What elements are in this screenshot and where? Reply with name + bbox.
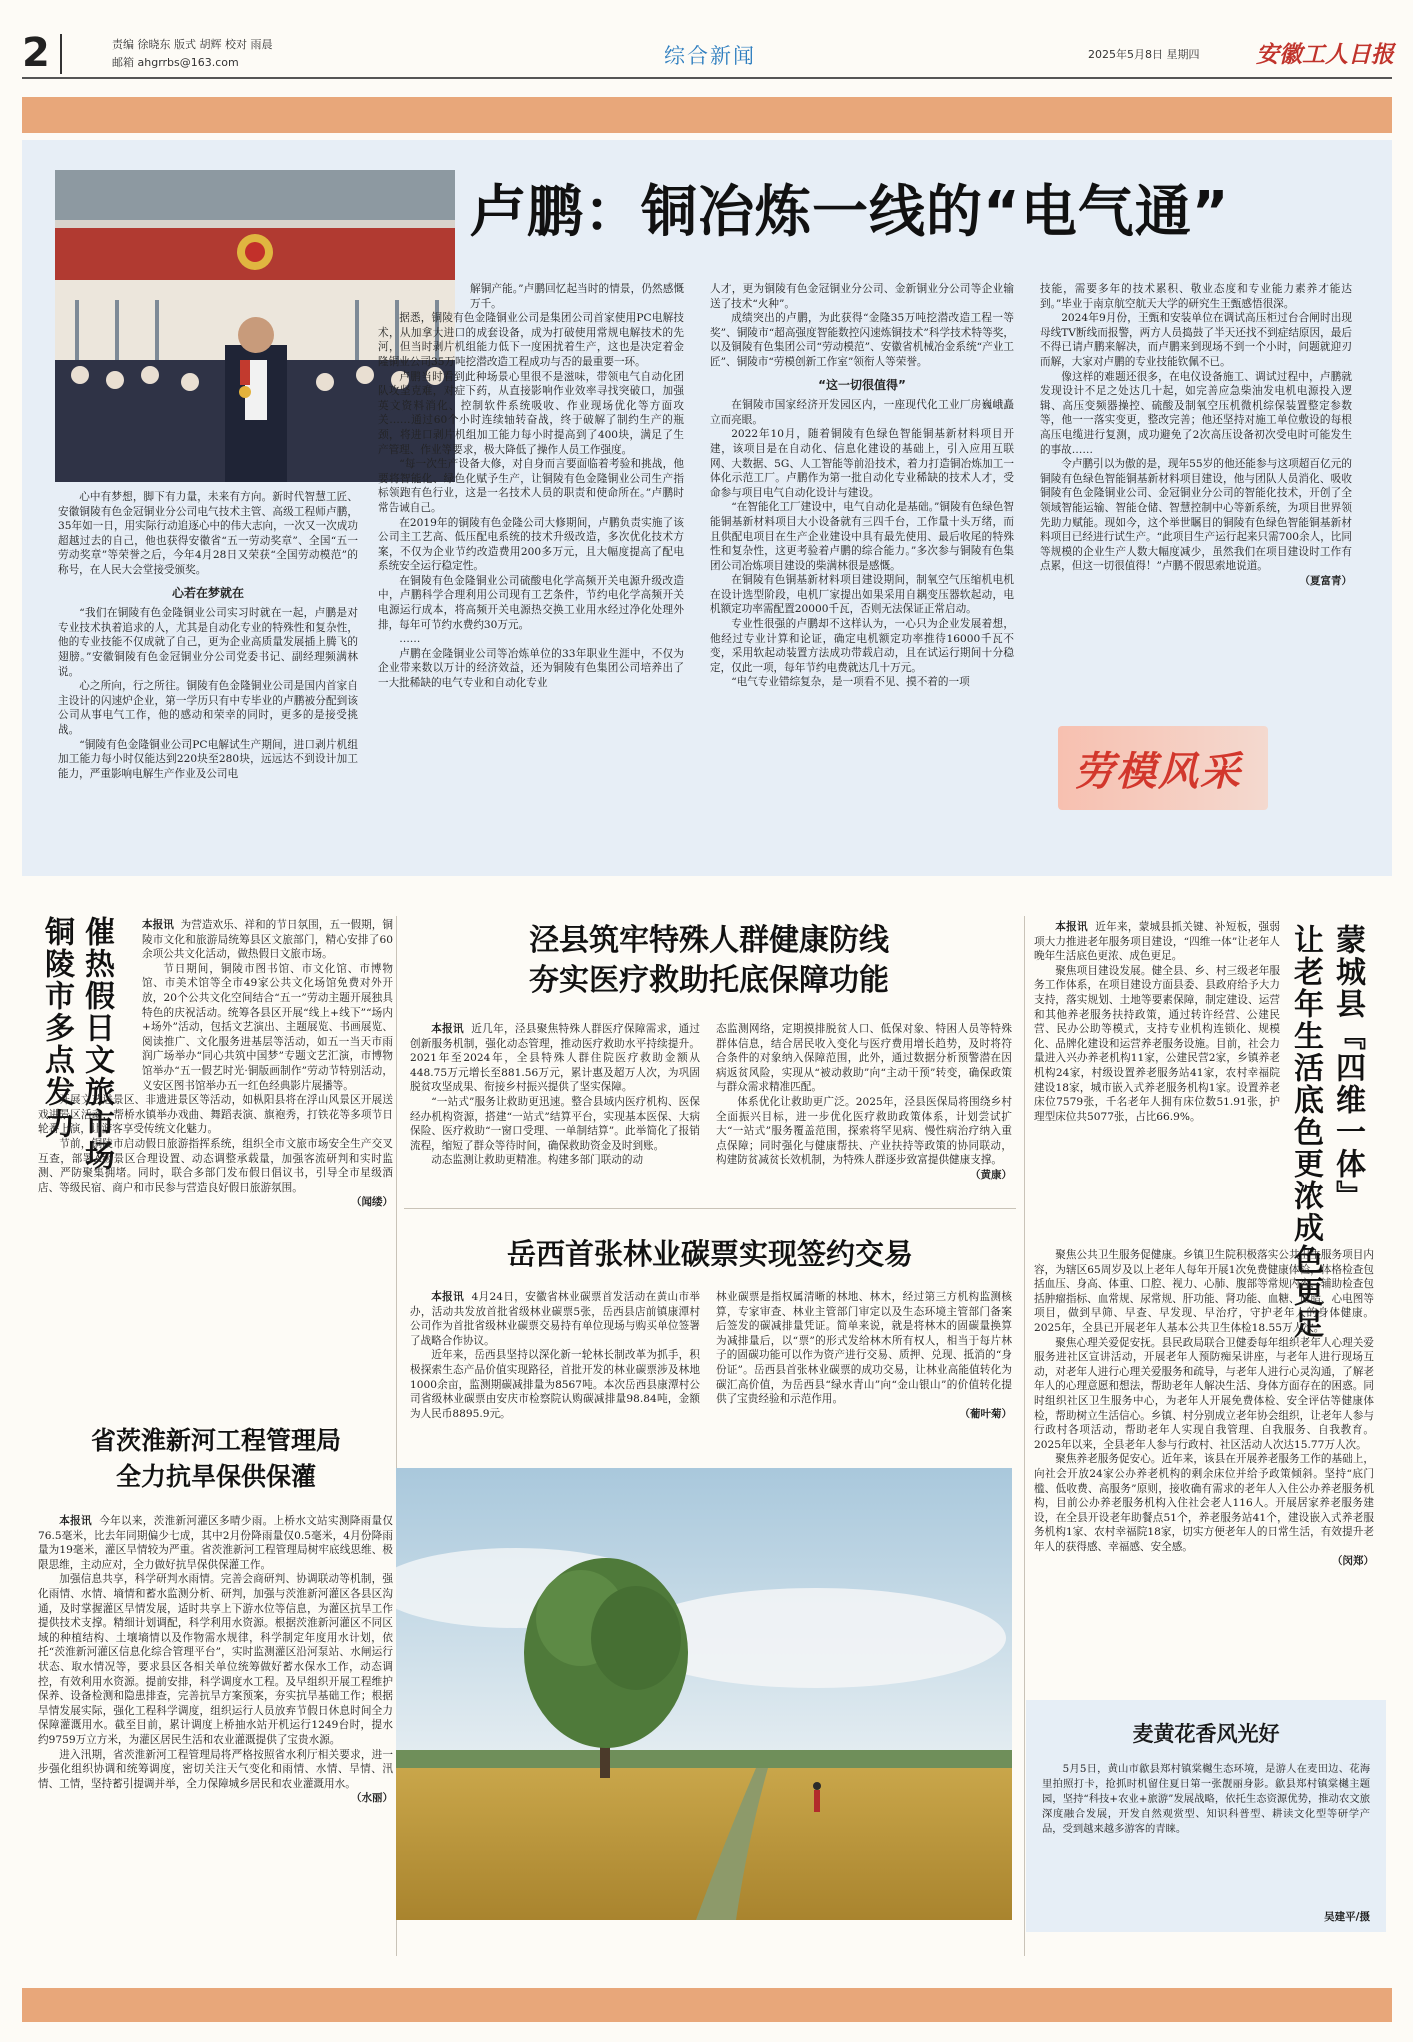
- jingxian-para: “一站式”服务让救助更迅速。整合县域内医疗机构、医保经办机构资源，搭建“一站式”结算平台，实现基本医保、大病保险、医疗救助“一窗口受理、一单制结算”。此举简化了报销流程，缩短了群众等待时间，确保救助资金及时到账。: [410, 1095, 700, 1152]
- wheat-field-photo-art: [396, 1468, 1012, 1920]
- yuexi-para: 4月24日，安徽省林业碳票首发活动在黄山市举办，活动共发放首批省级林业碳票5张，岳西县店前镇康潭村公司作为首批省级林业碳票交易持有单位现场与购买单位签署了战略合作协议。: [410, 1291, 700, 1347]
- feature-col4-para: 2024年9月份，王甄和安装单位在调试高压柜过台合闸时出现母线TV断线而报警，两方人员捣鼓了半天还找不到症结原因，最后不得已请卢鹏来解决，而卢鹏来到现场不到一个小时，问题就迎刃而解，大家对卢鹏的专业技能钦佩不已。: [1040, 312, 1352, 368]
- feature-col2-para: 据悉，铜陵有色金隆铜业公司是集团公司首家使用PC电解技术，从加拿大进口的成套设备，成为打破使用常规电解技术的先河，但当时剥片机组能力低下一度困扰着生产，这也是决定着金隆铜业公司35万吨挖潜改造工程成功与否的最重要一环。: [378, 312, 684, 368]
- page-number: 2: [22, 30, 50, 76]
- tongling-title-line-1: 催热假日文旅市场: [79, 916, 114, 1172]
- feature-col2-para: ……: [399, 633, 421, 646]
- mengcheng-body: [1034, 920, 1280, 1124]
- feature-col2-para: 在2019年的铜陵有色金隆公司大修期间，卢鹏负责实施了该公司主工艺高、低压配电系统的技术升级改造，多次优化技术方案，不仅为企业节约改造费用200多万元，且大幅度提高了配电系统安全运行稳定性。: [378, 516, 684, 573]
- masthead: [0, 0, 1413, 80]
- feature-col4-para: 像这样的难题还很多，在电仪设备施工、调试过程中，卢鹏就发现设计不足之处达几十起，如完善应急柴油发电机电源投入逻辑、高压变频器操控、硫酸及制氧空压机微机综保装置整定参数等，他一一落实变更，整改完善；他还坚持对施工单位敷设的每根高压电缆进行复测，成功避免了2次高压设备初次受电时可能发生的事故……: [1040, 370, 1352, 456]
- cihuai-author: （水丽）: [351, 1792, 393, 1805]
- feature-col2-para: 在铜陵有色金隆铜业公司硫酸电化学高频开关电源升级改造中，卢鹏科学合理利用公司现有工艺条件，节约电化学高频开关电源运行成本，将高频开关电源热交换工业用水经过净化处理外排，每年可节约水费约30万元。: [378, 574, 684, 631]
- jingxian-para: 近几年，泾县聚焦特殊人群医疗保障需求，通过创新服务机制，强化动态管理，推动医疗救助水平持续提升。2021年至2024年，全县特殊人群住院医疗救助金额从448.75万元增长至881.56万元，累计惠及超万人次，为巩固脱贫攻坚成果、衔接乡村振兴提供了坚实保障。: [410, 1023, 700, 1094]
- feature-col4-para: 技能，需要多年的技术累积、敬业态度和专业能力素养才能达到。”毕业于南京航空航天大学的研究生王甄感悟很深。: [1040, 283, 1352, 310]
- feature-column-3: [710, 282, 1014, 690]
- tongling-para: 节前，铜陵市启动假日旅游指挥系统，组织全市文旅市场安全生产交叉互查，部署A级景区合理设置、动态调整承载量，加强客流研判和实时监测、严防聚集拥堵。同时，联合多部门发布假日倡议书，引导全市星级酒店、等级民宿、商户和市民参与营造良好假日旅游氛围。: [38, 1137, 393, 1194]
- mengcheng-para: 聚焦项目建设发展。健全县、乡、村三级老年服务工作体系，在项目建设方面县委、县政府给予大力支持，落实规划、土地等要素保障，制定建设、运营和其他养老服务扶持政策，通过转许经营、公建民营、民办公助等模式，支持专业机构连锁化、规模化、品牌化建设和运营养老服务设施。目前，社会力量进入兴办养老机构11家，公建民营2家，乡镇养老机构24家，村级设置养老服务站41家，农村幸福院建设18家，城市嵌入式养老服务机构1家。设置养老床位7579张，千名老年人拥有床位数51.91张，护理型床位共5077张，占比66.9%。: [1034, 964, 1280, 1123]
- feature-column-1: [58, 490, 358, 781]
- mengcheng-lead: 本报讯: [1055, 921, 1088, 933]
- photo-story-credit: 吴建平/摄: [1324, 1911, 1370, 1923]
- jingxian-title-line-2: 夯实医疗救助托底保障功能: [529, 963, 889, 998]
- jingxian-para: 动态监测让救助更精准。构建多部门联动的动: [431, 1154, 644, 1167]
- bottom-accent-bar: [22, 1988, 1392, 2022]
- feature-col3-para: “电气专业错综复杂，是一项看不见、摸不着的一项: [731, 676, 970, 689]
- mengcheng-para: 聚焦养老服务促安心。近年来，该县在开展养老服务工作的基础上，向社会开放24家公办养老机构的剩余床位并给予政策倾斜。坚持“底门槛、低收费、高服务”原则，接收确有需求的老年人入住公办养老服务机构，目前公办养老服务机构入住社会老人116人。开展居家养老服务建设，在全县开设老年助餐点51个，养老服务站41个，建设嵌入式养老服务机构1家、农村幸福院18家，切实方便老年人的日常生活，有效提升老年人的获得感、幸福感、安全感。: [1034, 1453, 1374, 1553]
- yuexi-author: （葡叶菊）: [959, 1407, 1012, 1420]
- masthead-rule: [22, 77, 1392, 79]
- yuexi-col-2: [716, 1290, 1012, 1421]
- tongling-author: （闻缕）: [351, 1196, 393, 1209]
- tongling-title-line-2: 铜陵市多点发力: [39, 916, 74, 1140]
- mengcheng-body-cont: [1034, 1248, 1374, 1569]
- tongling-body: [38, 918, 393, 1210]
- yuexi-title: 岳西首张林业碳票实现签约交易: [506, 1237, 913, 1271]
- model-worker-badge-text: 劳模风采: [1074, 748, 1242, 795]
- feature-column-2: [378, 282, 684, 691]
- cihuai-body: [38, 1514, 393, 1806]
- yuexi-para: 近年来，岳西县坚持以深化新一轮林长制改革为抓手，积极探索生态产品价值实现路径，首批开发的林业碳票涉及林地1000余亩，监测期碳减排量为8567吨。本次岳西县康潭村公司省级林业碳票由安庆市检察院认购碳减排量98.84吨，金额为人民币8895.9元。: [410, 1349, 700, 1420]
- tongling-lead: 本报讯: [142, 919, 174, 931]
- feature-col3-para: 2022年10月，随着铜陵有色绿色智能铜基新材料项目开建，该项目是在自动化、信息化建设的基础上，引入应用互联网、大数据、5G、人工智能等前沿技术，着力打造铜冶炼加工一体化示范工厂。卢鹏作为第一批自动化专业稀缺的技术人才，受命参与项目电气自动化设计与建设。: [710, 428, 1014, 499]
- cihuai-para: 进入汛期，省茨淮新河工程管理局将严格按照省水利厅相关要求，进一步强化组织协调和统筹调度，密切关注天气变化和雨情、水情、旱情、汛情、工情，坚持蓄引提调并举，全力保障城乡居民和农业灌溉用水。: [38, 1748, 393, 1790]
- feature-col3-para: 专业性很强的卢鹏却不这样认为，一心只为企业发展着想，他经过专业计算和论证，确定电机额定功率推待16000千瓦不变，采用软起动装置方法成功带载启动，且在试运行期间十分稳定，仅此一项，每年节约电费就达几十万元。: [710, 618, 1014, 674]
- tongling-para: 为营造欢乐、祥和的节日氛围，五一假期，铜陵市文化和旅游局统筹县区文旅部门，精心安排了60余项公共文化活动，做热假日文旅市场。: [142, 919, 393, 961]
- feature-col1-para: “我们在铜陵有色金隆铜业公司实习时就在一起，卢鹏是对专业技术执着追求的人，尤其是自动化专业的特殊性和复杂性，他的专业技能不仅成就了自己，更为企业高质量发展插上腾飞的翅膀。”安徽铜陵有色金冠铜业分公司党委书记、副经理频满林说。: [58, 607, 358, 678]
- section-title: 综合新闻: [664, 44, 756, 68]
- feature-col1-para: 心中有梦想，脚下有力量，未来有方向。新时代智慧工匠、安徽铜陵有色金冠铜业分公司电气技术主管、高级工程师卢鹏，35年如一日，用实际行动追逐心中的伟大志向，一次又一次成功超越过去的自己，他也获得安徽省“五一劳动奖章”、全国“五一劳动奖章”等荣誉之后，今年4月28日又荣获“全国劳动模范”的称号，在人民大会堂接受颁奖。: [58, 491, 358, 576]
- feature-column-4: [1040, 282, 1352, 588]
- feature-headline: 卢鹏：铜冶炼一线的“电气通”: [470, 180, 1230, 245]
- mengcheng-title-line-2: 让老年生活底色更浓成色更足: [1288, 924, 1323, 1340]
- cihuai-para: 加强信息共享，科学研判水雨情。完善会商研判、协调联动等机制，强化雨情、水情、墒情和蓄水监测分析、研判，加强与茨淮新河灌区各县区沟通，及时掌握灌区旱情发展，适时共享上下游水位等信息，为灌区抗旱工作提供技术支撑。精细计划调配，科学利用水资源。根据茨淮新河灌区不同区域的种植结构、土壤墒情以及作物需水规律，科学制定年度用水计划，依托“茨淮新河灌区信息化综合管理平台”，实时监测灌区沿河泵站、水闸运行状态、取水情况等，要求县区各相关单位统筹做好蓄水保水工作，动态调控，有效利用水资源。提前安排，科学调度水工程。及早组织开展工程维护保养、设备检测和隐患排查，完善抗旱方案预案，夯实抗旱基础工作；根据旱情发展实际，强化工程科学调度，组织运行人员放弃节假日休息时间全力保障灌溉用水。截至目前，累计调度上桥抽水站开机运行1249台时，提水约9759万立方米，为灌区居民生活和农业灌溉提供了宝贵水源。: [38, 1573, 393, 1746]
- feature-col3-para: 在铜陵有色铜基新材料项目建设期间，制氧空气压缩机电机在设计选型阶段，电机厂家提出如果采用自耦变压器软起动，电机额定功率需配置20000千瓦，否则无法保证正常启动。: [710, 574, 1014, 616]
- cihuai-para: 今年以来，茨淮新河灌区多晴少雨。上桥水文站实测降雨量仅76.5毫米，比去年同期偏少七成，其中2月份降雨量仅0.5毫米，4月份降雨量为19毫米，灌区旱情较为严重。省茨淮新河工程管理局树牢底线思维、极限思维，主动应对，全力做好抗旱保供保灌工作。: [38, 1515, 394, 1571]
- paper-name: 安徽工人日报: [1256, 41, 1394, 68]
- feature-author: （夏富青）: [1299, 574, 1352, 587]
- feature-subheading-1: 心若在梦就在: [171, 585, 244, 600]
- model-worker-badge: [1058, 726, 1268, 810]
- cihuai-title-line-2: 全力抗旱保供保灌: [115, 1462, 316, 1491]
- feature-col1-para: 心之所向，行之所往。铜陵有色金隆铜业公司是国内首家自主设计的闪速炉企业，第一学历只有中专毕业的卢鹏被分配到该公司从事电气工作，他的感动和荣幸的同时，更多的是接受挑战。: [58, 680, 358, 736]
- section-rule: [404, 1208, 1016, 1209]
- feature-col4-para: 令卢鹏引以为傲的是，现年55岁的他还能参与这项超百亿元的铜陵有色绿色智能铜基新材料项目建设，他与团队人员消化、吸收铜陵有色金隆铜业公司、金冠铜业分公司的智能化技术，开创了全领域智能运输、智能仓储、智慧控制中心等新系统，为项目世界领先助力赋能。现如今，这个举世瞩目的铜陵有色绿色智能铜基新材料项目已经进行试生产。“此项目生产运行起来只需700余人，比同等规模的企业生产人数大幅度减少，虽然我们在项目建设时工作有点累，但这一切很值得！”卢鹏不假思索地说道。: [1040, 458, 1352, 573]
- mengcheng-para: 聚焦公共卫生服务促健康。乡镇卫生院积极落实公共卫生服务项目内容，为辖区65周岁及以上老年人每年开展1次免费健康体检，体格检查包括血压、身高、体重、口腔、视力、心肺、腹部等常规内容，辅助检查包括肿瘤指标、血常规、尿常规、肝功能、肾功能、血糖、血脂、心电图等项目，做到早筛、早查、早发现、早治疗，守护老年人的身体健康。2025年，全县已开展老年人基本公共卫生体检18.55万人次。: [1034, 1249, 1374, 1334]
- jingxian-para: 体系优化让救助更广泛。2025年，泾县医保局将围绕乡村全面振兴目标，进一步优化医疗救助政策体系，计划尝试扩大“一站式”服务覆盖范围，探索将罕见病、慢性病治疗纳入重点保障；同时强化与健康帮扶、产业扶持等政策的协同联动，构建防贫减贫长效机制，为特殊人群逐步致富提供健康支撑。: [716, 1095, 1012, 1167]
- feature-col2-para: “每一次生产设备大修，对自身而言要面临着考验和挑战，他要将智能化、绿色化赋予生产，让铜陵有色金隆铜业公司生产指标领跑有色行业，这是一名技术人员的职责和使命所在。”卢鹏时常告诫自己。: [378, 458, 684, 514]
- mengcheng-title-line-1: 蒙城县『四维一体』: [1330, 924, 1365, 1212]
- feature-col3-para: 人才，更为铜陵有色金冠铜业分公司、金新铜业分公司等企业输送了技术“火种”。: [710, 283, 1014, 310]
- wheat-field-photo: [396, 1468, 1012, 1920]
- photo-story-text: 5月5日，黄山市歙县郑村镇棠樾生态环境，是游人在麦田边、花海里拍照打卡，抢抓时机留住夏日第一张靓丽身影。歙县郑村镇棠樾主题园，坚持“科技+农业+旅游”发展战略，依托生态资源优势，推动农文旅深度融合发展，开发自然观赏型、知识科普型、耕读文化型等研学产品，受到越来越多游客的青睐。: [1042, 1763, 1370, 1835]
- mengcheng-author: （闵郑）: [1332, 1555, 1374, 1568]
- email-line: 邮箱 ahgrrbs@163.com: [112, 56, 239, 69]
- feature-col1-para: “铜陵有色金隆铜业公司PC电解试生产期间，进口剥片机组加工能力每小时仅能达到220块至280块，远远达不到设计加工能力，严重影响电解生产作业及公司电: [58, 738, 358, 780]
- feature-col2-para: 卢鹏当时看到此种场景心里很不是滋味，带领电气自动化团队攻坚克难，对症下药，从直接影响作业效率寻找突破口，加强英文资料消化、控制软件系统吸收、作业现场优化等方面攻关……通过60个小时连续轴转奋战，终于破解了制约生产的瓶颈，将进口剥片机组加工能力每小时提高到了400块，满足了生产管理、作业等要求，极大降低了操作人员工作强度。: [378, 370, 684, 456]
- feature-col3-para: 成绩突出的卢鹏，为此获得“金隆35万吨挖潜改造工程一等奖”、铜陵市“超高强度智能数控闪速炼铜技术”科学技术特等奖，以及铜陵有色集团公司“劳动模范”、安徽省机械冶金系统“产业工匠”、铜陵市“劳模创新工作室”领衔人等荣誉。: [710, 312, 1014, 368]
- jingxian-col-1: [410, 1022, 700, 1168]
- tongling-para: 节日期间，铜陵市图书馆、市文化馆、市博物馆、市美术馆等全市49家公共文化场馆免费对外开放，20个公共文化空间结合“五一”劳动主题开展独具特色的庆祝活动。统筹各县区开展“线上+线下”“场内+场外”活动，包括文艺演出、主题展览、书画展览、阅读推广、文化服务进基层等活动，如五一当天市雨润广场举办“同心共筑中国梦”专题文艺汇演，市博物馆举办“五一假艺时光·铜版画制作”劳动节特别活动，义安区图书馆举办五一红色经典影片展播等。: [142, 962, 393, 1092]
- tongling-para: 开展文艺进景区、非遗进景区等活动，如枞阳县将在浮山风景区开展送戏进景区活动，帮桥水镇举办戏曲、舞蹈表演、旗袍秀，打铁花等多项节日轮番上演，让游客享受传统文化魅力。: [38, 1094, 393, 1136]
- top-accent-bar: [22, 97, 1392, 133]
- cihuai-title-line-1: 省茨淮新河工程管理局: [90, 1426, 341, 1455]
- jingxian-col-2: [716, 1022, 1012, 1183]
- feature-col2-para: 卢鹏在金隆铜业公司等冶炼单位的33年职业生涯中，不仅为企业带来数以万计的经济效益，还为铜陵有色集团公司培养出了一大批稀缺的电气专业和自动化专业: [378, 647, 684, 690]
- yuexi-lead: 本报讯: [431, 1291, 465, 1303]
- feature-col3-para: “在智能化工厂建设中，电气自动化是基础。”铜陵有色绿色智能铜基新材料项目大小设备就有三四千台，工作量十头万绪，而且供配电项目在生产企业建设中具有最先使用、最后收尾的特殊性和复杂性，这更考验着卢鹏的综合能力。”多次参与铜陵有色集团公司冶炼项目建设的柴满林很是感慨。: [710, 501, 1014, 572]
- issue-date: 2025年5月8日 星期四: [1088, 48, 1200, 61]
- feature-col2-para: 解铜产能。”卢鹏回忆起当时的情景，仍然感慨万千。: [470, 283, 684, 310]
- staff-line: 责编 徐晓东 版式 胡辉 校对 雨晨: [112, 38, 273, 51]
- mengcheng-para: 聚焦心理关爱促安抚。县民政局联合卫健委每年组织老年人心理关爱服务进社区宣讲活动，开展老年人预防痴呆讲座，与老年人进行现场互动，对老年人进行心理关爱服务和疏导，与老年人进行心灵沟通，了解老年人的心理意愿和想法，帮助老年人解决生活、身体方面存在的困惑。同时组织社区卫生服务中心，为老年人开展免费体检、安全评估等健康体检，帮助树立生活信心。乡镇、村分别成立老年协会组织，让老年人参与行政村各项活动，帮助老年人实现自我管理、自我服务、自我教育。2025年以来，全县老年人参与行政村、社区活动人次达15.77万人次。: [1034, 1336, 1374, 1451]
- jingxian-para: 态监测网络，定期摸排脱贫人口、低保对象、特困人员等特殊群体信息，结合居民收入变化与医疗费用增长趋势，及时将符合条件的对象纳入保障范围，此外，通过数据分析预警潜在因病返贫风险，实现从“被动救助”向“主动干预”转变，确保政策与群众需求精准匹配。: [716, 1023, 1012, 1094]
- mengcheng-para: 近年来，蒙城县抓关键、补短板，强弱项大力推进老年服务项目建设，“四维一体”让老年人晚年生活底色更浓、成色更足。: [1034, 921, 1280, 963]
- column-rule: [1024, 916, 1025, 1956]
- yuexi-para: 林业碳票是指权属清晰的林地、林木，经过第三方机构监测核算，专家审查、林业主管部门审定以及生态环境主管部门备案后签发的碳减排量凭证。简单来说，就是将林木的固碳量换算为减排量后，以“票”的形式发给林木所有权人，相当于每片林子的固碳功能可以作为资产进行交易、质押、兑现、抵消的“身份证”。岳西县首张林业碳票的成功交易，让林业高能值转化为碳汇高价值，为岳西县“绿水青山”向“金山银山”的价值转化提供了宝贵经验和示范作用。: [716, 1291, 1012, 1406]
- photo-story-title: 麦黄花香风光好: [1132, 1722, 1280, 1746]
- feature-subheading-2: “这一切很值得”: [818, 377, 906, 392]
- yuexi-col-1: [410, 1290, 700, 1421]
- jingxian-title-line-1: 泾县筑牢特殊人群健康防线: [529, 923, 889, 958]
- page-number-rule: [60, 34, 62, 74]
- cihuai-lead: 本报讯: [59, 1515, 92, 1527]
- photo-story-box: [1026, 1700, 1386, 1932]
- feature-col3-para: 在铜陵市国家经济开发园区内，一座现代化工业厂房巍峨矗立而亮眼。: [710, 399, 1014, 426]
- jingxian-author: （黄康）: [970, 1168, 1012, 1181]
- jingxian-lead: 本报讯: [431, 1023, 464, 1035]
